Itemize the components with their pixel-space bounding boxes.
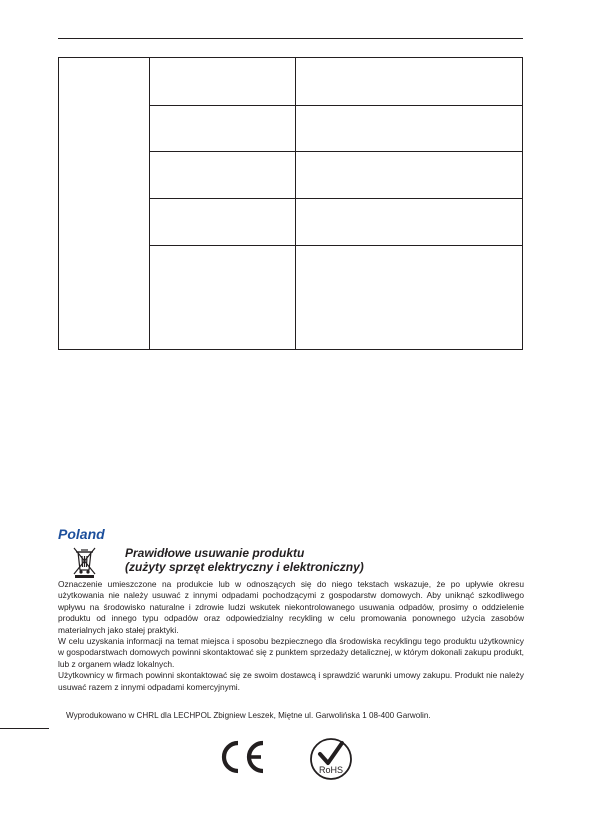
- disposal-title: [125, 546, 364, 574]
- table-row-divider: [150, 105, 522, 106]
- table-column-divider: [149, 58, 150, 349]
- table-row-divider: [150, 245, 522, 246]
- notice-paragraph: W celu uzyskania informacji na temat miejsca i sposobu bezpiecznego dla środowiska recyklingu tego produktu użytkownicy w gospodarstwach domowych powinni skontaktować się z punktem sprzedaży detalicznej, w którym dokonali zakupu produkt, lub z organem władz lokalnych.: [58, 636, 524, 669]
- manufacturer-line: Wyprodukowano w CHRL dla LECHPOL Zbigniew Leszek, Miętne ul. Garwolińska 1 08-400 Garwolin.: [66, 711, 431, 720]
- table-row-divider: [150, 151, 522, 152]
- header-rule: [58, 38, 523, 39]
- table-column-divider: [295, 58, 296, 349]
- country-heading: Poland: [58, 526, 105, 542]
- disposal-title-line2: (zużyty sprzęt elektryczny i elektroniczny): [125, 560, 364, 574]
- empty-table: [58, 57, 523, 350]
- rohs-label: RoHS: [318, 765, 344, 775]
- disposal-title-line1: Prawidłowe usuwanie produktu: [125, 546, 305, 560]
- rohs-check-icon: [309, 737, 353, 781]
- table-row-divider: [150, 198, 522, 199]
- notice-paragraph: Użytkownicy w firmach powinni skontaktować się ze swoim dostawcą i sprawdzić warunki umowy zakupu. Produkt nie należy usuwać razem z innymi odpadami komercyjnymi.: [58, 670, 524, 692]
- notice-paragraph: Oznaczenie umieszczone na produkcie lub w odnoszących się do niego tekstach wskazuje, że po upływie okresu użytkowania nie należy usuwać z innymi odpadami pochodzącymi z gospodarstw domowych. Aby uniknąć szkodliwego wpływu na środowisko naturalne i zdrowie ludzi wskutek niekontrolowanego usuwania odpadów, prosimy o oddzielenie produktu od innego typu odpadów oraz odpowiedzialny recykling w celu promowania ponownego użycia zasobów materialnych jako stałej praktyki.: [58, 579, 524, 635]
- crossed-out-wheelie-bin-icon: [72, 544, 96, 578]
- disposal-notice: [58, 579, 524, 693]
- footer-rule: [0, 728, 49, 729]
- ce-mark-icon: [218, 740, 266, 774]
